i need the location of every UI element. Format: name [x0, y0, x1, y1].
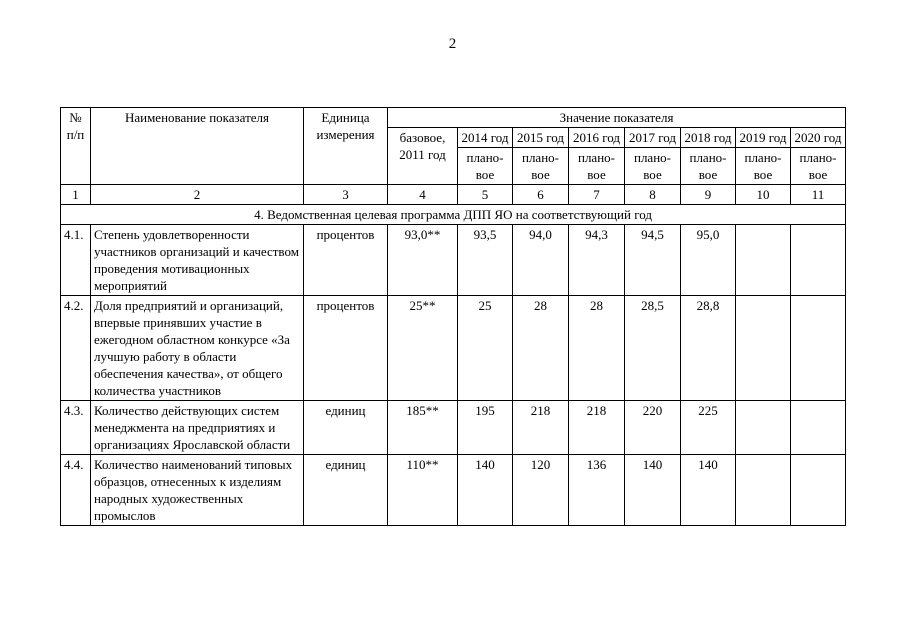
base-value: 93,0**: [388, 225, 458, 296]
header-name: Наименование показателя: [91, 108, 304, 185]
header-year: 2016 год: [569, 128, 625, 148]
unit-cell: единиц: [304, 455, 388, 526]
value-cell: 95,0: [681, 225, 736, 296]
value-cell: 140: [625, 455, 681, 526]
header-year: 2018 год: [681, 128, 736, 148]
column-number: 3: [304, 185, 388, 205]
row-number: 4.3.: [61, 401, 91, 455]
indicator-name: Количество действующих систем менеджмента на предприятиях и организациях Ярославской области: [91, 401, 304, 455]
column-number: 2: [91, 185, 304, 205]
value-cell: 218: [513, 401, 569, 455]
header-value-group: Значение показателя: [388, 108, 846, 128]
indicator-name: Количество наименований типовых образцов, отнесенных к изделиям народных художественных промыслов: [91, 455, 304, 526]
indicator-name: Степень удовлетворенности участников организаций и качеством проведения мотивационных мероприятий: [91, 225, 304, 296]
header-planned: плано-вое: [681, 148, 736, 185]
column-number: 4: [388, 185, 458, 205]
value-cell: [791, 455, 846, 526]
header-num: № п/п: [61, 108, 91, 185]
value-cell: [736, 455, 791, 526]
column-number: 1: [61, 185, 91, 205]
value-cell: 94,0: [513, 225, 569, 296]
unit-cell: единиц: [304, 401, 388, 455]
section-row: [61, 205, 846, 225]
value-cell: 136: [569, 455, 625, 526]
header-year: 2015 год: [513, 128, 569, 148]
value-cell: 225: [681, 401, 736, 455]
row-number: 4.4.: [61, 455, 91, 526]
header-planned: плано-вое: [513, 148, 569, 185]
header-row-1: [61, 108, 846, 128]
value-cell: 195: [458, 401, 513, 455]
value-cell: [791, 296, 846, 401]
base-value: 110**: [388, 455, 458, 526]
header-planned: плано-вое: [625, 148, 681, 185]
column-number-row: [61, 185, 846, 205]
column-number: 8: [625, 185, 681, 205]
value-cell: [791, 225, 846, 296]
header-base: базовое, 2011 год: [388, 128, 458, 185]
value-cell: 140: [681, 455, 736, 526]
header-planned: плано-вое: [458, 148, 513, 185]
value-cell: [736, 296, 791, 401]
value-cell: 28: [513, 296, 569, 401]
base-value: 25**: [388, 296, 458, 401]
header-year: 2014 год: [458, 128, 513, 148]
table-row: [61, 401, 846, 455]
column-number: 7: [569, 185, 625, 205]
header-planned: плано-вое: [569, 148, 625, 185]
value-cell: 28,5: [625, 296, 681, 401]
value-cell: 140: [458, 455, 513, 526]
column-number: 5: [458, 185, 513, 205]
unit-cell: процентов: [304, 296, 388, 401]
row-number: 4.2.: [61, 296, 91, 401]
value-cell: 220: [625, 401, 681, 455]
value-cell: 25: [458, 296, 513, 401]
header-year: 2019 год: [736, 128, 791, 148]
unit-cell: процентов: [304, 225, 388, 296]
value-cell: [791, 401, 846, 455]
header-year: 2020 год: [791, 128, 846, 148]
header-year: 2017 год: [625, 128, 681, 148]
table-row: [61, 225, 846, 296]
header-planned: плано-вое: [791, 148, 846, 185]
column-number: 9: [681, 185, 736, 205]
column-number: 10: [736, 185, 791, 205]
header-planned: плано-вое: [736, 148, 791, 185]
column-number: 11: [791, 185, 846, 205]
header-unit: Единица измерения: [304, 108, 388, 185]
value-cell: 94,3: [569, 225, 625, 296]
value-cell: [736, 401, 791, 455]
value-cell: 93,5: [458, 225, 513, 296]
indicators-table: [60, 107, 846, 526]
value-cell: 120: [513, 455, 569, 526]
value-cell: 218: [569, 401, 625, 455]
section-title: 4. Ведомственная целевая программа ДПП ЯО на соответствующий год: [61, 205, 846, 225]
table-row: [61, 455, 846, 526]
page-number: 2: [448, 36, 457, 52]
row-number: 4.1.: [61, 225, 91, 296]
value-cell: 94,5: [625, 225, 681, 296]
value-cell: 28: [569, 296, 625, 401]
column-number: 6: [513, 185, 569, 205]
value-cell: [736, 225, 791, 296]
indicator-name: Доля предприятий и организаций, впервые принявших участие в ежегодном областном конкурсе «За лучшую работу в области обеспечения качества», от общего количества участников: [91, 296, 304, 401]
table-row: [61, 296, 846, 401]
value-cell: 28,8: [681, 296, 736, 401]
base-value: 185**: [388, 401, 458, 455]
